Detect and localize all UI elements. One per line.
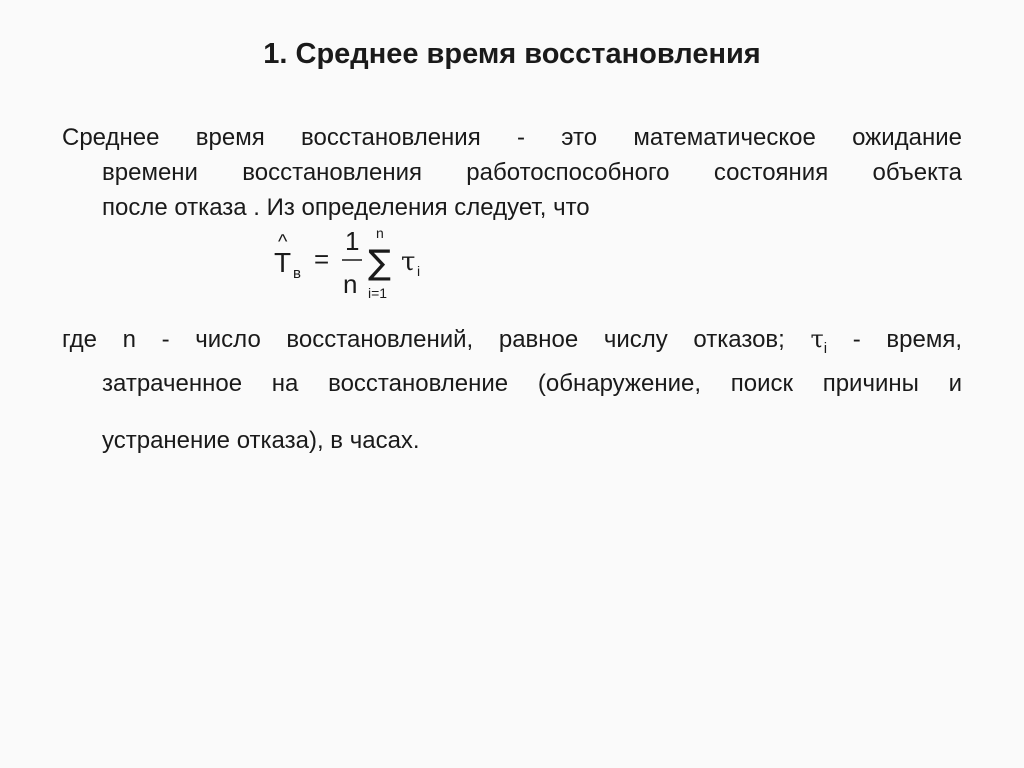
mean-recovery-time-formula (272, 220, 432, 304)
slide-title: 1. Среднее время восстановления (263, 38, 761, 70)
sum-lower-limit: i=1 (368, 285, 388, 301)
explanation-line-1 (62, 322, 962, 366)
explanation-line-3: устранение отказа), в часах. (102, 426, 420, 454)
formula-hat: ^ (278, 231, 288, 253)
definition-paragraph (62, 120, 962, 225)
definition-line-2: времени восстановления работоспособного состояния объекта (102, 159, 962, 186)
formula-lhs-subscript: в (293, 265, 301, 282)
formula-term-symbol: τ (401, 247, 416, 277)
explanation-line-2: затраченное на восстановление (обнаружение, поиск причины и (102, 369, 962, 397)
definition-line-3: после отказа . Из определения следует, что (102, 194, 590, 221)
tau-subscript: i (823, 339, 828, 357)
explanation-paragraph (62, 322, 962, 458)
tau-symbol: τ (810, 325, 824, 353)
sum-icon: ∑ (368, 243, 391, 283)
definition-line-1: Среднее время восстановления - это математическое ожидание (62, 124, 962, 151)
formula-denominator: n (343, 269, 358, 299)
formula-equals: = (314, 244, 330, 274)
explanation-line-1-end: - время, (852, 326, 963, 353)
formula-numerator: 1 (345, 226, 360, 256)
sum-upper-limit: n (376, 225, 384, 241)
formula-lhs-symbol: T (274, 247, 292, 278)
explanation-line-1-start: где n - число восстановлений, равное числу отказов; (62, 326, 785, 353)
formula-term-subscript: i (417, 263, 421, 279)
